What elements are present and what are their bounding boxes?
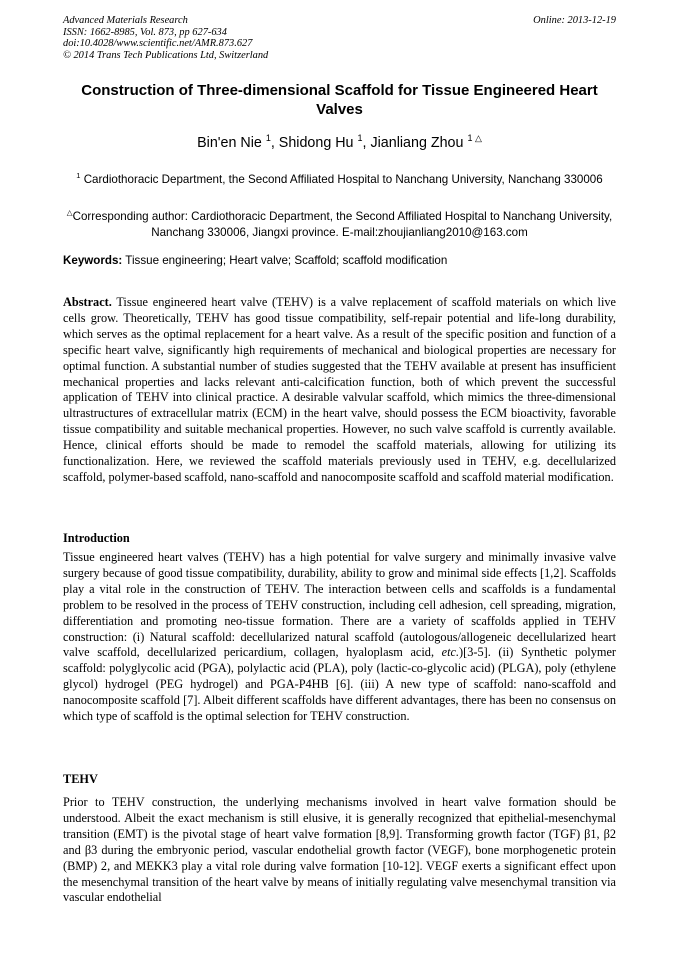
journal-name: Advanced Materials Research	[63, 15, 188, 26]
copyright-line: © 2014 Trans Tech Publications Ltd, Switzerland	[63, 49, 269, 61]
author-superscript: 1	[357, 133, 363, 144]
paper-title: Construction of Three-dimensional Scaffold for Tissue Engineered Heart Valves	[81, 82, 598, 118]
abstract-label: Abstract.	[63, 295, 112, 309]
intro-etc: etc.	[441, 645, 460, 660]
running-header	[63, 15, 616, 61]
affiliation-marker: 1	[76, 171, 81, 181]
keywords-label: Keywords:	[63, 254, 123, 267]
author-superscript: 1	[265, 133, 271, 144]
affiliation-text: Cardiothoracic Department, the Second Affiliated Hospital to Nanchang University, Nanchang 330006	[83, 173, 603, 186]
online-date: Online: 2013-12-19	[533, 15, 616, 26]
section-heading-introduction: Introduction	[63, 531, 130, 545]
keywords-text: Tissue engineering; Heart valve; Scaffold; scaffold modification	[125, 254, 448, 267]
keywords	[63, 253, 616, 268]
section-heading-tehv: TEHV	[63, 772, 98, 786]
affiliation	[63, 172, 616, 188]
abstract	[63, 295, 616, 486]
author-list: Bin'en Nie $^1$, Shidong Hu $^1$, Jianliang Zhou $^{1 \triangle}$	[197, 133, 482, 151]
author-superscript: 1 △	[467, 133, 482, 144]
author-name: Jianliang Zhou	[370, 135, 464, 151]
tehv-paragraph: Prior to TEHV construction, the underlying mechanisms involved in heart valve formation should be understood. Albeit the exact mechanism is still elusive, it is generally recognized that epithelial-mesenchymal transition (EMT) is the pivotal stage of heart valve formation [8,9]. Transforming growth factor (TGF) β1, β2 and β3 during the embryonic period, vascular endothelial growth factor (VEGF), bone morphogenetic protein (BMP) 2, and MEKK3 play a vital role during valve formation [10-12]. VEGF exerts a significant effect upon the mesenchymal transition of the heart valve by means of initially regulating valve mesenchymal transition via vascular endothelial	[63, 795, 616, 905]
introduction-paragraph	[63, 550, 616, 725]
author-name: Shidong Hu	[278, 135, 354, 151]
author-name: Bin'en Nie	[197, 135, 262, 151]
abstract-text: Tissue engineered heart valve (TEHV) is a valve replacement of scaffold materials on which live cells grow. Theoretically, TEHV has good tissue compatibility, self-repair potential and life-long durability, which serves as the optimal replacement for a heart valve. As a result of the specific position and function of a specific heart valve, significantly high requirements of mechanical and biological properties are necessary for optimal function. A substantial number of studies suggested that the TEHV available at present has insufficient mechanical properties and lacks relevant anti-calcification function, both of which prevent the successful application of TEHV into clinical practice. A desirable valvular scaffold, which mimics the three-dimensional ultrastructures of extracellular matrix (ECM) in the heart valve, should possess the ECM bioactivity, favorable tissue compatibility and suitable mechanical properties. However, no such valve scaffold is currently available. Hence, clinical efforts should be made to remodel the scaffold materials, allowing for utilizing its functionalization. Here, we reviewed the scaffold materials previously used in TEHV, e.g. decellularized scaffold, polymer-based scaffold, nano-scaffold and nanocomposite scaffold and scaffold material modification.	[63, 295, 616, 484]
intro-text-cont: )[3-5]. (ii) Synthetic polymer scaffold: polyglycolic acid (PGA), polylactic acid (PLA), poly (lactic-co-glycolic acid) (PLGA), poly (ethylene glycol) hydrogel (PEG hydrogel) and PGA-P4HB [6]. (iii) A new type of scaffold: nano-scaffold and nanocomposite scaffold [7]. Albeit different scaffolds have different advantages, there has been no consensus on which type of scaffold is the optimal selection for TEHV construction.	[63, 645, 616, 724]
corresponding-author	[63, 209, 616, 240]
intro-text: Tissue engineered heart valves (TEHV) has a high potential for valve surgery and minimally invasive valve surgery because of good tissue compatibility, durability, ability to grow and minimal side effects [1,2]. Scaffolds play a vital role in the construction of TEHV. The interaction between cells and scaffolds is a fundamental problem to be resolved in the process of TEHV construction, including cell adhesion, cell spreading, migration, differentiation and promoting neo-tissue formation. There are a variety of scaffolds applied in TEHV construction: (i) Natural scaffold: decellularized natural scaffold (autologous/allogeneic decellularized heart valve scaffold, decellularized pericardium, collagen, hyaloplasm acid,	[63, 550, 616, 660]
issn-line: ISSN: 1662-8985, Vol. 873, pp 627-634	[63, 26, 227, 38]
doi-line: doi:10.4028/www.scientific.net/AMR.873.627	[63, 38, 253, 49]
corresponding-marker: △	[66, 208, 73, 218]
corresponding-text: Corresponding author: Cardiothoracic Department, the Second Affiliated Hospital to Nanchang University, Nanchang 330006, Jiangxi province. E-mail:zhoujianliang2010@163.com	[72, 210, 613, 239]
